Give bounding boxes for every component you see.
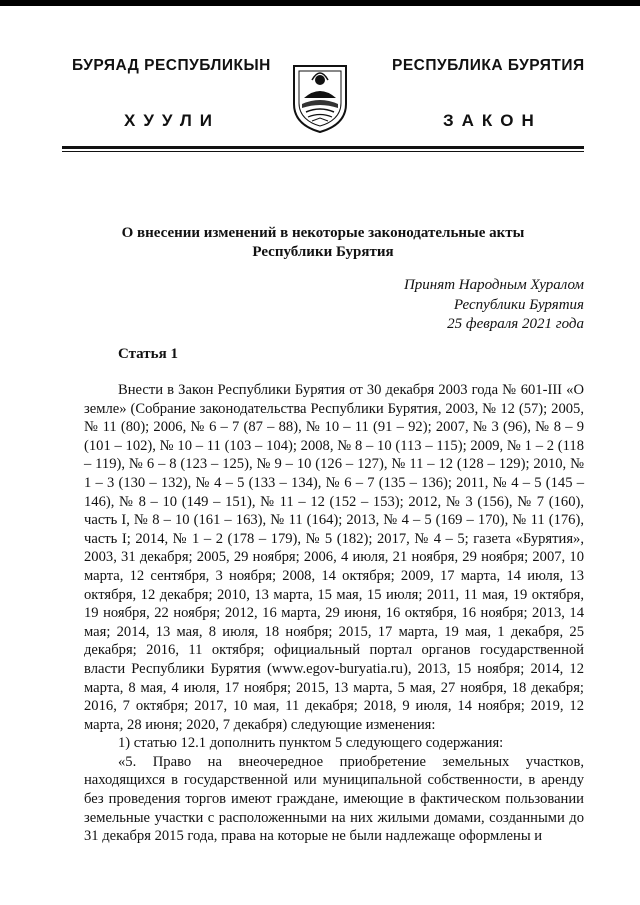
article-heading: Статья 1 (118, 346, 178, 362)
header-left-line2: ХУУЛИ (124, 111, 220, 130)
scan-edge (0, 0, 640, 6)
header-rule-thick (62, 146, 584, 149)
adoption-note-line2: Республики Бурятия (453, 296, 584, 313)
law-title (62, 224, 584, 262)
article-body (84, 381, 584, 846)
adoption-note-line1: Принят Народным Хуралом (403, 277, 584, 293)
law-title-line2: Республики Бурятия (252, 244, 394, 260)
paragraph-item-1: 1) статью 12.1 дополнить пунктом 5 следующего содержания: (118, 735, 504, 752)
header-rule-thin (62, 151, 584, 152)
adoption-note-line3: 25 февраля 2021 года (447, 316, 584, 332)
adoption-note (404, 276, 584, 335)
paragraph-quote: «5. Право на внеочередное приобретение земельных участков, находящихся в государственной или муниципальной собственности, в аренду без проведения торгов имеют граждане, имеющие в фактическом пользовании земельные участки с расположенными на них жилыми домами, созданными до 31 декабря 2015 года, права на которые не были надлежаще оформлены и (84, 753, 584, 845)
buryatia-coat-of-arms-emblem (290, 58, 350, 134)
header-left-line1: БУРЯАД РЕСПУБЛИКЫН (72, 57, 271, 74)
paragraph-intro: Внести в Закон Республики Бурятия от 30 декабря 2003 года № 601-III «О земле» (Собрание законодательства Республики Бурятия, 2003, № 12 (57); 2005, № 11 (80); 2006, № 6 – 7 (87 – 88), № 10 – 11 (91 – 92); 2007, № 3 (96), № 8 – 9 (101 – 102), № 10 – 11 (103 – 104); 2008, № 8 – 10 (113 – 115); 2009, № 1 – 2 (118 – 119), № 6 – 8 (123 – 125), № 9 – 10 (126 – 127), № 11 – 12 (128 – 129); 2010, № 1 – 3 (130 – 132), № 4 – 5 (133 – 134), № 6 – 7 (135 – 136); 2011, № 4 – 5 (145 – 146), № 8 – 10 (149 – 151), № 11 – 12 (152 – 153); 2012, № 3 (156), № 7 (160), часть I, № 8 – 10 (161 – 163), № 11 (164); 2013, № 4 – 5 (169 – 170), № 11 (176), часть I; 2014, № 1 – 2 (178 – 179), № 5 (182); 2017, № 4 – 5; газета «Бурятия», 2003, 31 декабря; 2005, 29 ноября; 2006, 4 июля, 21 ноября, 29 ноября; 2007, 10 марта, 12 сентября, 3 ноября; 2008, 14 октября; 2009, 17 марта, 14 июля, 13 октября, 12 декабря; 2010, 13 марта, 15 мая, 15 июля; 2011, 11 мая, 19 октября, 19 ноября, 22 ноября; 2012, 16 марта, 29 июня, 16 октября, 16 ноября; 2013, 14 мая; 2014, 13 мая, 8 июля, 18 ноября; 2015, 17 марта, 19 мая, 1 декабря, 25 декабря; 2016, 11 октября; официальный портал органов государственной власти Республики Бурятия (www.egov-buryatia.ru), 2013, 15 ноября; 2014, 12 марта, 8 мая, 4 июля, 17 ноября; 2015, 13 марта, 5 мая, 27 ноября, 18 декабря; 2016, 7 октября; 2017, 10 мая, 11 декабря; 2018, 9 июля, 14 ноября; 2019, 12 марта, 28 июня; 2020, 7 декабря) следующие изменения: (84, 382, 584, 733)
law-title-line1: О внесении изменений в некоторые законодательные акты (121, 225, 525, 241)
header-right-line1: РЕСПУБЛИКА БУРЯТИЯ (392, 57, 585, 74)
header-right-line2: ЗАКОН (443, 111, 542, 130)
